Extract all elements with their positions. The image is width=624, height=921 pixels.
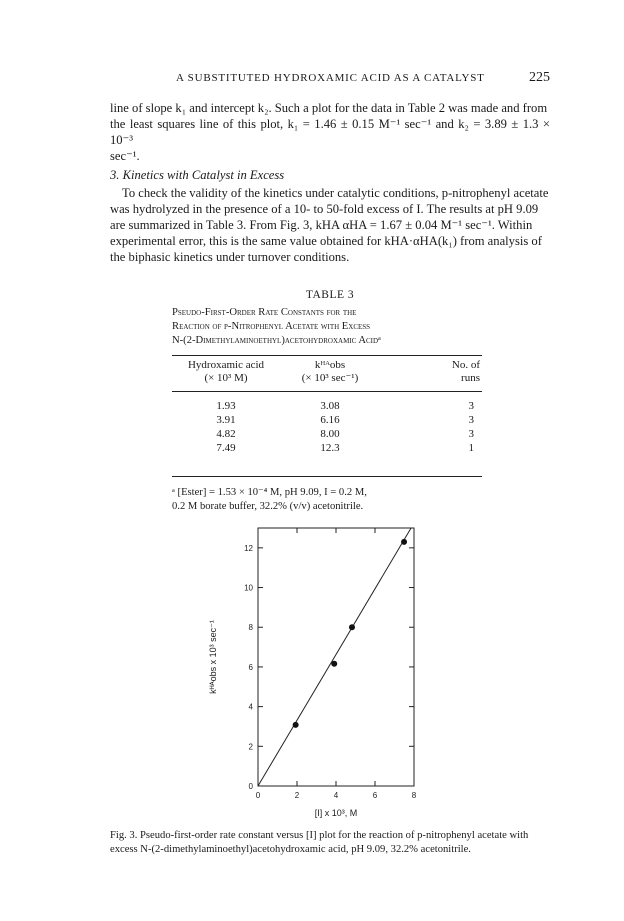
header-text: No. of — [451, 359, 480, 371]
cell-kobs: 12.3 — [320, 442, 340, 454]
x-tick-label: 2 — [294, 791, 300, 800]
y-axis-label: kᴴᴬobs x 10³ sec⁻¹ — [208, 620, 218, 694]
header-text: (× 10³ M) — [204, 372, 248, 384]
cell-kobs: 8.00 — [320, 428, 340, 440]
text-line: the least squares line of this plot, k₁ = 1.46 ± 0.15 M⁻¹ sec⁻¹ and k₂ = 3.89 ± 1.3 × 10⁻³ — [110, 117, 550, 147]
running-title: A SUBSTITUTED HYDROXAMIC ACID AS A CATALYST — [176, 72, 485, 84]
header-text: (× 10³ sec⁻¹) — [301, 372, 359, 384]
cell-runs: 3 — [468, 400, 474, 412]
x-tick-label: 0 — [255, 791, 261, 800]
y-tick-label: 10 — [244, 583, 253, 593]
text-line: are summarized in Table 3. From Fig. 3, kHA αHA = 1.67 ± 0.04 M⁻¹ sec⁻¹. Within — [110, 218, 533, 232]
cell-runs: 1 — [468, 442, 474, 454]
x-tick-label: 6 — [372, 791, 378, 800]
caption-line: Reaction of p-Nitrophenyl Acetate with Excess — [172, 321, 371, 332]
y-tick-label: 8 — [248, 623, 253, 633]
header-text: runs — [461, 372, 480, 384]
cell-kobs: 3.08 — [320, 400, 340, 412]
data-point — [331, 661, 337, 667]
data-point — [349, 624, 355, 630]
text-line: sec⁻¹. — [110, 149, 140, 163]
cell-acid: 3.91 — [216, 414, 236, 426]
text-line: To check the validity of the kinetics under catalytic conditions, p-nitrophenyl acetate — [122, 186, 549, 200]
figure-caption — [110, 829, 550, 857]
data-point — [293, 722, 299, 728]
footnote-line: 0.2 M borate buffer, 32.2% (v/v) acetonitrile. — [172, 501, 364, 512]
cell-runs: 3 — [468, 414, 474, 426]
cell-kobs: 6.16 — [320, 414, 340, 426]
x-tick-label: 8 — [411, 791, 417, 800]
caption-line: Pseudo-First-Order Rate Constants for the — [172, 307, 357, 318]
x-tick-label: 4 — [333, 791, 339, 800]
caption-line: N-(2-Dimethylaminoethyl)acetohydroxamic Acidᵃ — [172, 335, 381, 346]
y-tick-label: 2 — [248, 742, 253, 752]
fit-line — [258, 528, 411, 786]
x-axis-label: [I] x 10³, M — [314, 808, 358, 818]
text-line: experimental error, this is the same value obtained for kHA·αHA(k₁) from analysis of — [110, 234, 542, 248]
header-text: Hydroxamic acid — [187, 359, 265, 371]
cell-acid: 7.49 — [216, 442, 236, 454]
y-tick-label: 6 — [248, 662, 253, 672]
data-point — [401, 539, 407, 545]
header-text: kᴴᴬobs — [314, 359, 346, 371]
section-heading: 3. Kinetics with Catalyst in Excess — [110, 168, 285, 182]
cell-runs: 3 — [468, 428, 474, 440]
cell-acid: 1.93 — [216, 400, 236, 412]
text-line: was hydrolyzed in the presence of a 10- to 50-fold excess of I. The results at pH 9.09 — [110, 202, 539, 216]
footnote-line: ᵃ [Ester] = 1.53 × 10⁻⁴ M, pH 9.09, I = 0.2 M, — [172, 487, 367, 498]
cell-acid: 4.82 — [216, 428, 236, 440]
page-number: 225 — [529, 70, 550, 85]
caption-line: excess N-(2-dimethylaminoethyl)acetohydroxamic acid, pH 9.09, 32.2% acetonitrile. — [110, 844, 471, 855]
table-title: TABLE 3 — [305, 289, 355, 301]
text-line: line of slope k₁ and intercept k₂. Such a plot for the data in Table 2 was made and from — [110, 101, 548, 115]
caption-line: Fig. 3. Pseudo-first-order rate constant versus [I] plot for the reaction of p-nitrophenyl acetate with — [110, 830, 529, 841]
text-line: the biphasic kinetics under turnover conditions. — [110, 250, 350, 264]
y-tick-label: 4 — [248, 702, 253, 712]
y-tick-label: 0 — [248, 782, 253, 791]
y-tick-label: 12 — [244, 543, 253, 553]
